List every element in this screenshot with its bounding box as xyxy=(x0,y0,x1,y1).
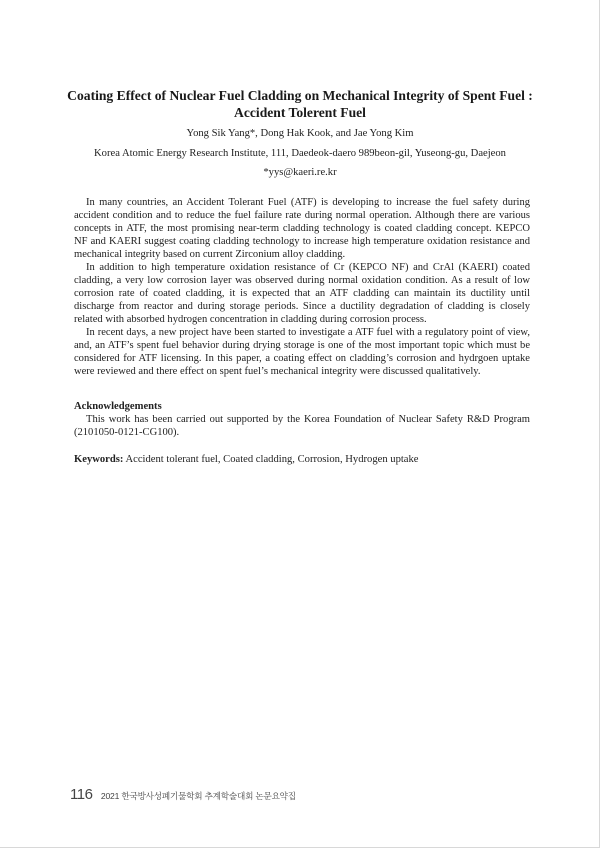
abstract-paragraph-1: In many countries, an Accident Tolerant Fuel (ATF) is developing to increase the fuel safety during accident condition and to reduce the fuel failure rate during normal operation. Although there are various concepts in ATF, the most promising near-term cladding technology is coated cladding concept. KEPCO NF and KAERI suggest coating cladding technology to increase high temperature oxidation resistance and mechanical integrity based on current Zirconium alloy cladding. xyxy=(74,197,530,260)
keywords-text: Accident tolerant fuel, Coated cladding, Corrosion, Hydrogen uptake xyxy=(123,454,419,465)
proceedings-title: 2021 한국방사성폐기물학회 추계학술대회 논문요약집 xyxy=(100,791,296,801)
paper-title xyxy=(60,87,540,121)
abstract-paragraph-3: In recent days, a new project have been started to investigate a ATF fuel with a regulatory point of view, and, an ATF’s spent fuel behavior during drying storage is one of the most important topic which must be considered for ATF licensing. In this paper, a coating effect on cladding’s corrosion and hydrgoen uptake were reviewed and there effect on spent fuel’s mechanical integrity were discussed qualitatively. xyxy=(74,327,530,377)
page-number: 116 xyxy=(70,786,93,803)
abstract-paragraph-2: In addition to high temperature oxidation resistance of Cr (KEPCO NF) and CrAl (KAERI) coated cladding, a very low corrosion layer was observed during normal oxidation condition. As a result of low corrosion rate of coated cladding, it is expected that an ATF cladding can maintain its ductility until discharge from reactor and during storage periods. Since a ductility degradation of cladding is closely related with absorbed hydrogen concentration in cladding during corrosion process. xyxy=(74,262,530,325)
affiliation: Korea Atomic Energy Research Institute, 111, Daedeok-daero 989beon-gil, Yuseong-gu, Daejeon xyxy=(94,148,506,159)
title-line-1: Coating Effect of Nuclear Fuel Cladding on Mechanical Integrity of Spent Fuel : xyxy=(67,88,533,103)
page-footer xyxy=(70,786,296,804)
title-line-2: Accident Tolerent Fuel xyxy=(234,105,366,120)
keywords-line xyxy=(74,453,530,466)
abstract-body xyxy=(74,196,530,378)
acknowledgements-heading: Acknowledgements xyxy=(74,401,162,412)
author-list: Yong Sik Yang*, Dong Hak Kook, and Jae Yong Kim xyxy=(186,128,414,139)
acknowledgements-text: This work has been carried out supported by the Korea Foundation of Nuclear Safety R&D Program (2101050-0121-CG100). xyxy=(74,414,530,438)
corresponding-email: *yys@kaeri.re.kr xyxy=(263,167,337,178)
keywords-label: Keywords: xyxy=(74,454,124,465)
